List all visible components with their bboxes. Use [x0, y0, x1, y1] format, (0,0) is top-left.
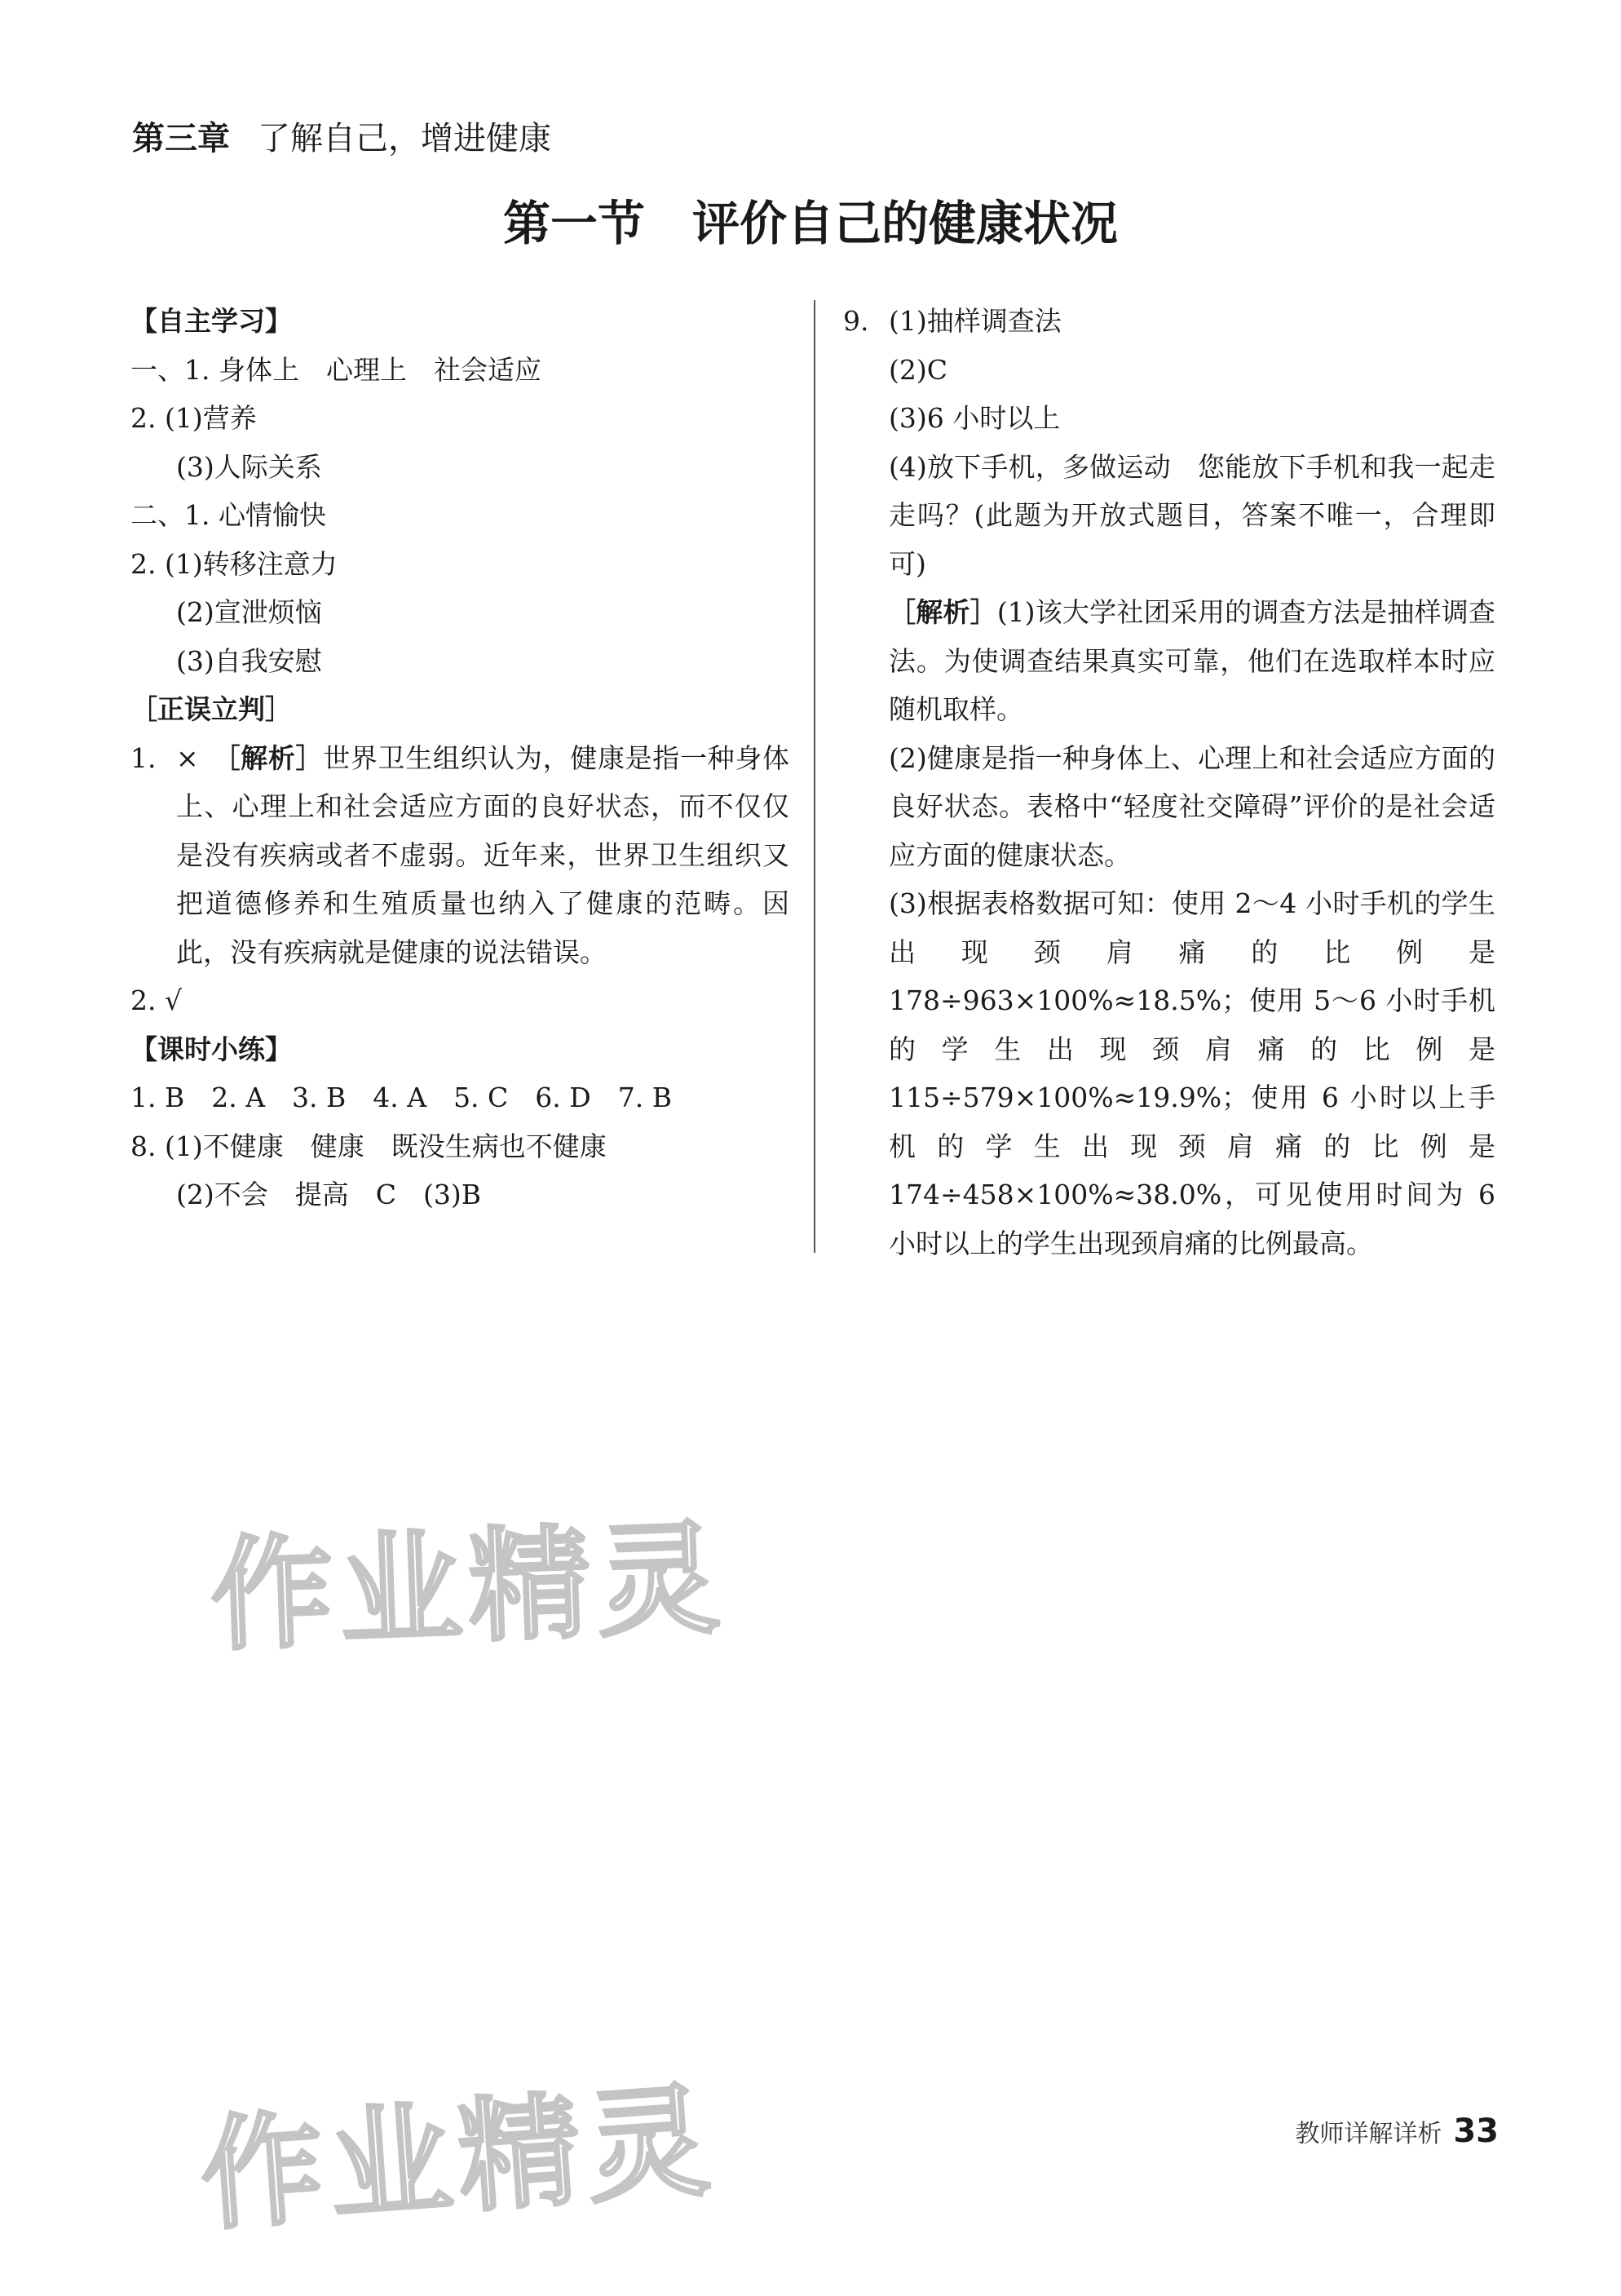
item-number: 9. [843, 305, 869, 337]
item-number: 1. [130, 741, 157, 774]
q9-analysis-3: (3)根据表格数据可知：使用 2～4 小时手机的学生出现颈肩痛的比例是 178÷963×100%≈18.5%；使用 5～6 小时手机的学生出现颈肩痛的比例是 115÷579×100%≈19.9%；使用 6 小时以上手机的学生出现颈肩痛的比例是 174÷458×100%≈38.0%，可见使用时间为 6 小时以上的学生出现颈肩痛的比例最高。 [889, 887, 1495, 1259]
q9-answer-1: (1)抽样调查法 [889, 305, 1062, 337]
zizhu-line: (2)宣泄烦恼 [176, 596, 322, 628]
zhengwu-answer: × [176, 741, 227, 774]
zizhu-header: 【自主学习】 [130, 305, 292, 337]
keshi-line: 8. (1)不健康 健康 既没生病也不健康 [130, 1130, 607, 1162]
zizhu-line: (3)自我安慰 [176, 644, 322, 677]
page-footer [1295, 2112, 1499, 2150]
zizhu-line: 一、1. 身体上 心理上 社会适应 [130, 353, 541, 386]
q9-answer-3: (3)6 小时以上 [889, 402, 1061, 434]
watermark-logo: 作业精灵 [208, 1508, 729, 1668]
page-number: 33 [1453, 2112, 1499, 2150]
zizhu-line: 2. (1)转移注意力 [130, 547, 338, 580]
zhengwu-item-2: 2. √ [130, 984, 183, 1016]
zhengwu-item-1 [130, 734, 789, 977]
analysis-text: (1)该大学社团采用的调查方法是抽样调查法。为使调查结果真实可靠，他们在选取样本时应随机取样。 [889, 596, 1495, 725]
chapter-title: 了解自己，增进健康 [258, 120, 551, 157]
section-title: 第一节 评价自己的健康状况 [502, 196, 1118, 251]
column-divider [814, 300, 815, 1253]
chapter-number: 第三章 [132, 120, 230, 157]
watermark-logo: 作业精灵 [196, 2070, 721, 2248]
q9-analysis-2: (2)健康是指一种身体上、心理上和社会适应方面的良好状态。表格中“轻度社交障碍”评价的是社会适应方面的健康状态。 [889, 741, 1495, 871]
analysis-tag: ［解析］ [889, 596, 997, 628]
zizhu-line: 2. (1)营养 [130, 402, 257, 434]
q9-answer-2: (2)C [889, 353, 947, 386]
q9-answer-4: (4)放下手机，多做运动 您能放下手机和我一起走走吗？(此题为开放式题目，答案不唯一，合理即可) [889, 450, 1495, 580]
question-9 [843, 297, 1495, 346]
keshi-header: 【课时小练】 [130, 1033, 292, 1065]
zhengwu-analysis: 世界卫生组织认为，健康是指一种身体上、心理上和社会适应方面的良好状态，而不仅仅是没有疾病或者不虚弱。近年来，世界卫生组织又把道德修养和生殖质量也纳入了健康的范畴。因此，没有疾病就是健康的说法错误。 [176, 741, 789, 968]
chapter-heading [132, 122, 551, 155]
zizhu-line: (3)人际关系 [176, 450, 322, 483]
keshi-line: 1. B 2. A 3. B 4. A 5. C 6. D 7. B [130, 1082, 672, 1113]
footer-label: 教师详解详析 [1295, 2120, 1442, 2148]
keshi-line: (2)不会 提高 C (3)B [176, 1179, 481, 1210]
right-column [843, 297, 1495, 1267]
left-column [130, 297, 789, 1219]
analysis-tag: ［解析］ [227, 741, 324, 774]
q9-analysis-1 [843, 588, 1495, 734]
zizhu-line: 二、1. 心情愉快 [130, 499, 326, 531]
zhengwu-header: ［正误立判］ [130, 693, 292, 725]
